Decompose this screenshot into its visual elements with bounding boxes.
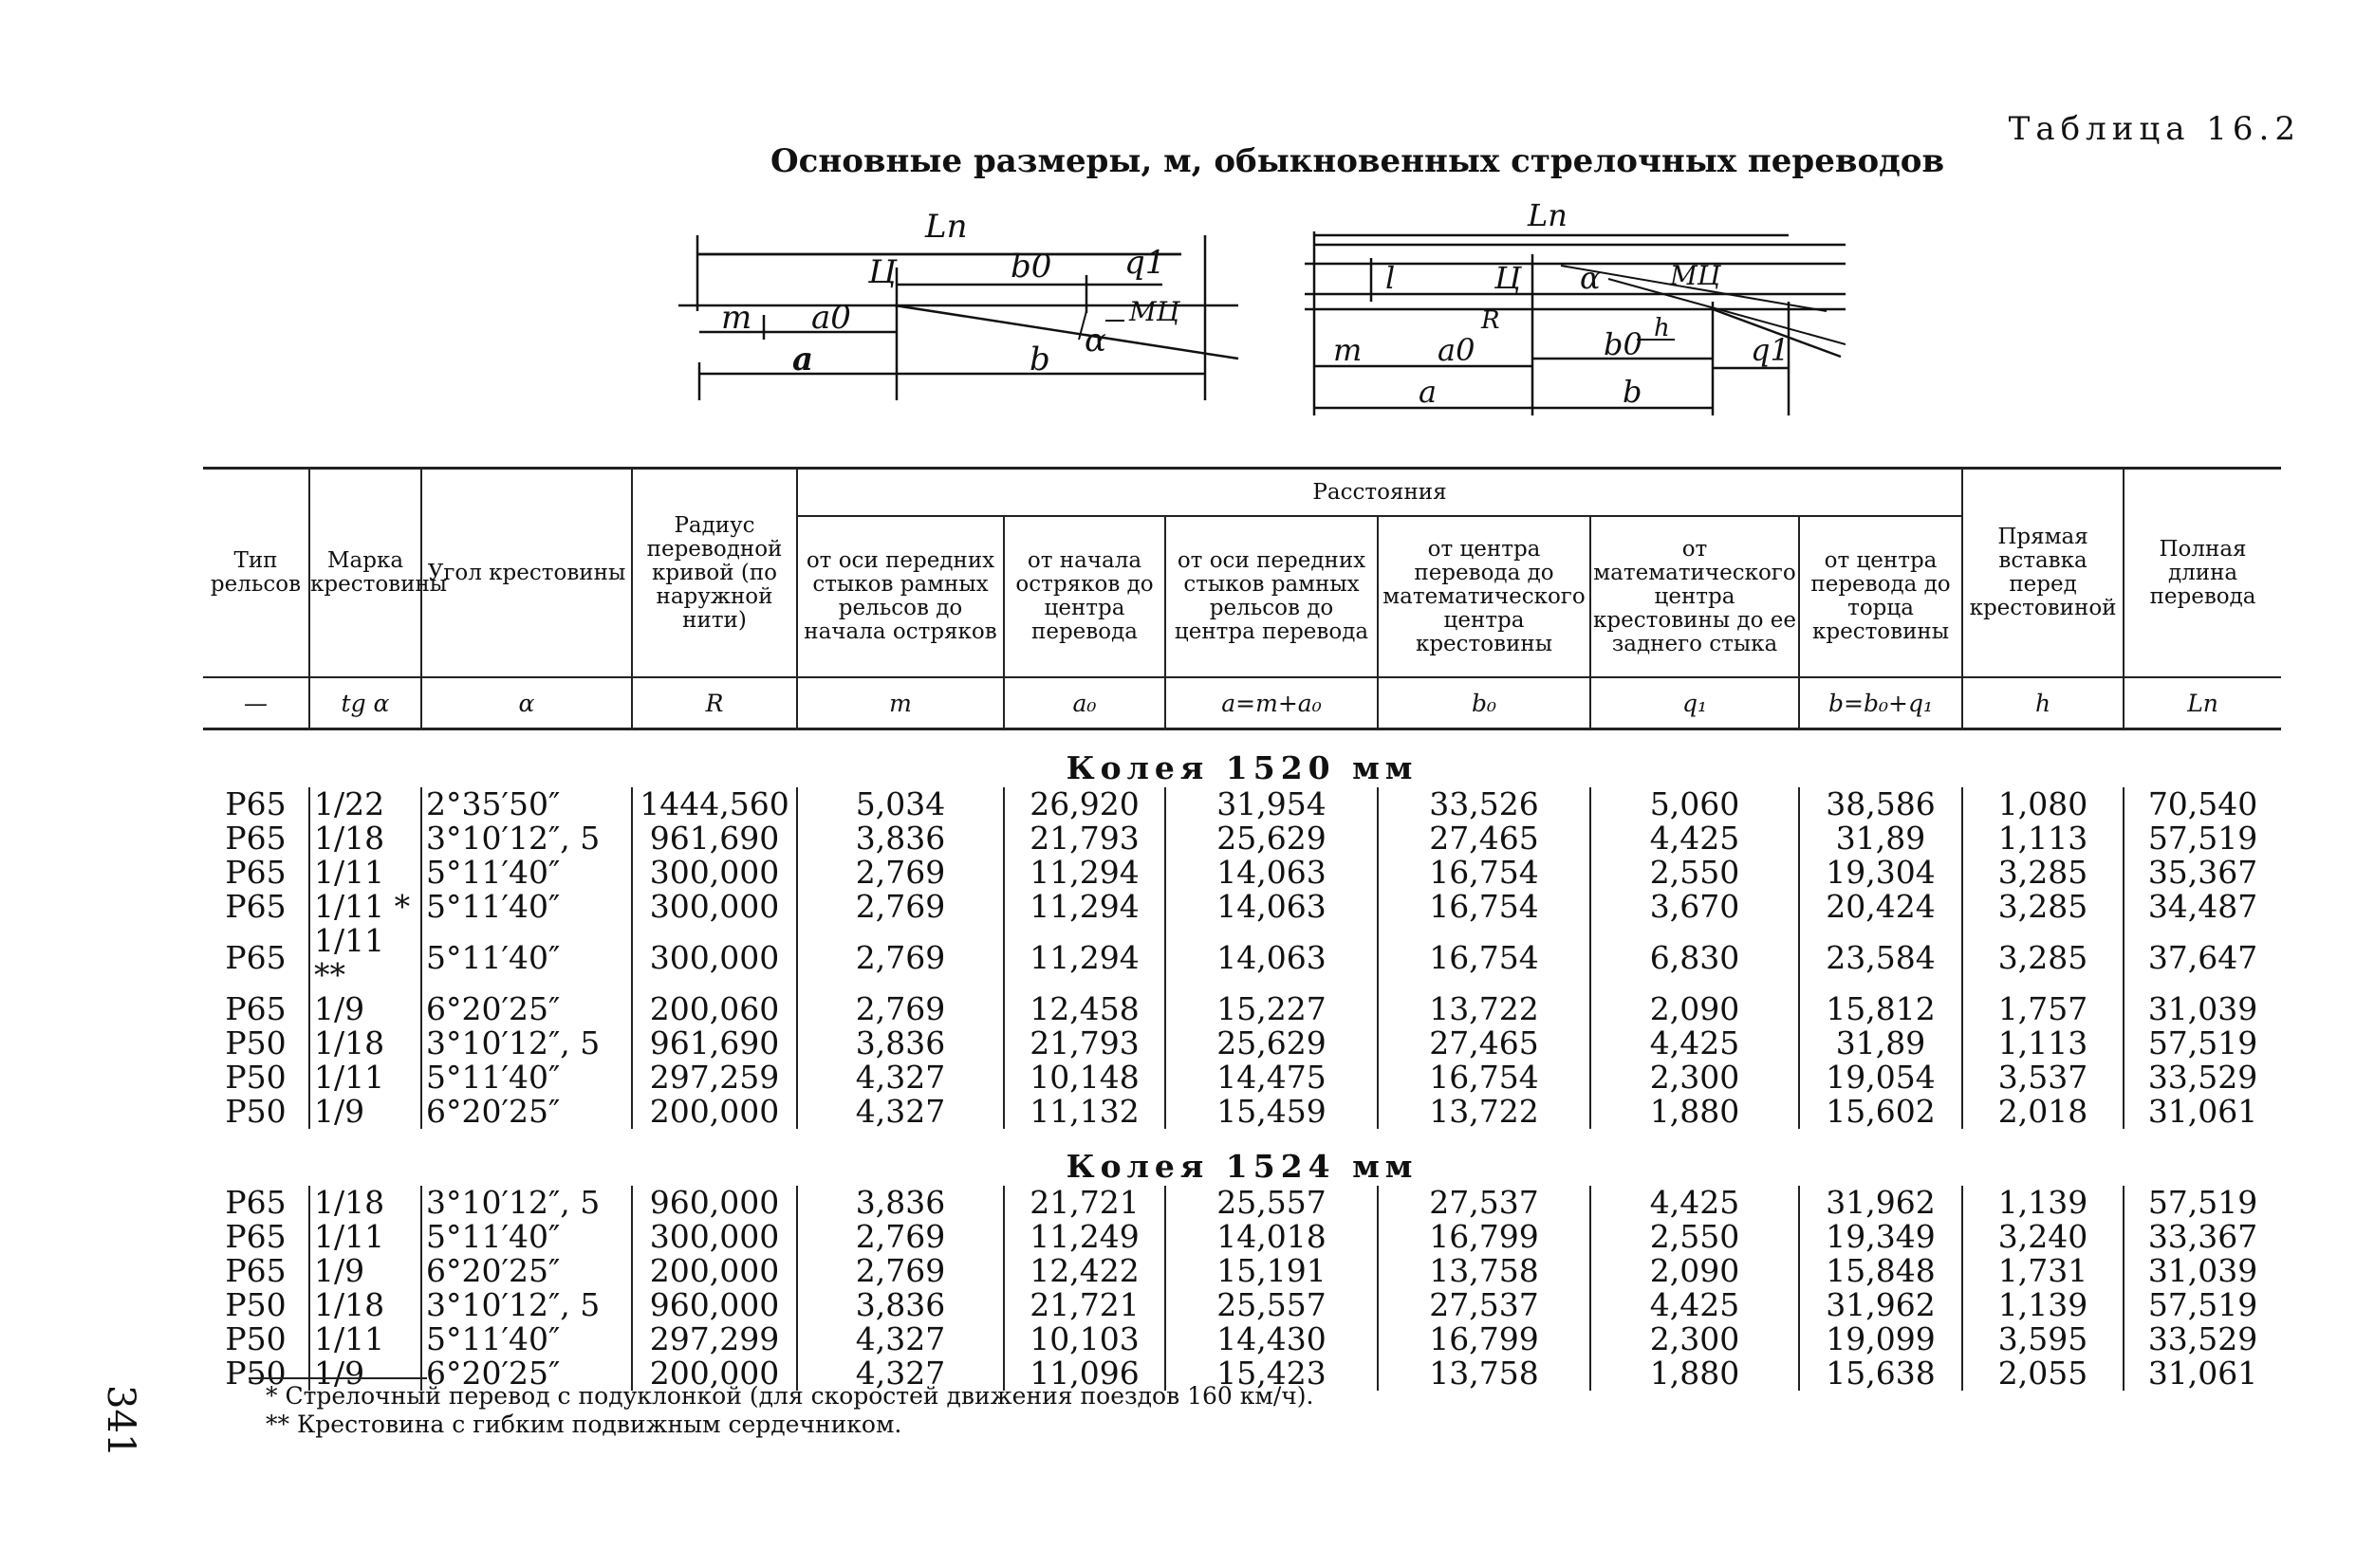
table-row	[203, 1061, 2281, 1095]
diagram-right-b0: b0	[1604, 326, 1642, 362]
table-cell: 25,629	[1165, 1026, 1378, 1061]
table-cell: 1/11	[309, 1220, 421, 1254]
symbol-cell: b₀	[1378, 677, 1590, 729]
diagram-right-a: a	[1419, 374, 1438, 410]
table-cell: 57,519	[2124, 1288, 2281, 1322]
table-cell: 14,018	[1165, 1220, 1378, 1254]
section-title: Колея 1520 мм	[1066, 749, 1419, 786]
diagram-right-R: R	[1481, 306, 1500, 335]
table-cell: 6°20′25″	[421, 1095, 632, 1129]
table-cell: 2,769	[797, 1254, 1004, 1288]
table-cell: 33,529	[2124, 1061, 2281, 1095]
table-cell: 15,227	[1165, 992, 1378, 1026]
table-cell: 19,054	[1799, 1061, 1962, 1095]
diagram-right-h: h	[1654, 314, 1670, 342]
table-row	[203, 992, 2281, 1026]
table-cell: 3,240	[1962, 1220, 2124, 1254]
table-cell: 3°10′12″, 5	[421, 1186, 632, 1220]
table-cell: 297,299	[632, 1322, 797, 1356]
table-cell: 6°20′25″	[421, 1254, 632, 1288]
table-cell: 12,422	[1004, 1254, 1165, 1288]
header-rail-type: Тип рельсов	[203, 469, 309, 678]
table-cell: Р65	[225, 785, 287, 822]
table-cell: 16,799	[1378, 1322, 1590, 1356]
symbol-cell: b=b₀+q₁	[1799, 677, 1962, 729]
diagram-right-q1: q1	[1751, 332, 1790, 368]
table-cell: 3,537	[1962, 1061, 2124, 1095]
table-cell: 15,812	[1799, 992, 1962, 1026]
table-cell: Р50	[225, 1024, 287, 1061]
symbol-cell: α	[421, 677, 632, 729]
section-header	[203, 1129, 2281, 1186]
switch-diagram-flexible	[1295, 197, 1846, 425]
table-cell: 6°20′25″	[421, 1356, 632, 1391]
table-cell: 1,731	[1962, 1254, 2124, 1288]
table-cell: 2,300	[1590, 1061, 1799, 1095]
table-cell: 11,294	[1004, 890, 1165, 924]
table-cell: 11,294	[1004, 856, 1165, 890]
diagram-right-Ln: Lп	[1528, 197, 1568, 233]
table-cell: 10,148	[1004, 1061, 1165, 1095]
table-cell: 1,113	[1962, 1026, 2124, 1061]
table-cell: 3,836	[797, 1288, 1004, 1322]
header-q1: от математического центра крестовины до ее заднего стыка	[1590, 516, 1799, 677]
table-cell: 1/9	[309, 1356, 421, 1391]
table-cell: 2,090	[1590, 992, 1799, 1026]
table-cell: 33,526	[1378, 787, 1590, 821]
table-cell: 1,757	[1962, 992, 2124, 1026]
table-cell: 21,721	[1004, 1186, 1165, 1220]
table-cell: 5°11′40″	[421, 856, 632, 890]
table-cell: 27,537	[1378, 1186, 1590, 1220]
table-cell: 300,000	[632, 890, 797, 924]
table-cell: 31,962	[1799, 1288, 1962, 1322]
header-straight-insert: Прямая вставка перед крестовиной	[1962, 469, 2124, 678]
table-cell: 300,000	[632, 856, 797, 890]
table-cell: 20,424	[1799, 890, 1962, 924]
table-row	[203, 1322, 2281, 1356]
table-cell: 15,848	[1799, 1254, 1962, 1288]
table-cell: 26,920	[1004, 787, 1165, 821]
table-cell: 33,367	[2124, 1220, 2281, 1254]
table-cell: 57,519	[2124, 1186, 2281, 1220]
table-cell: 4,327	[797, 1356, 1004, 1391]
header-b: от центра перевода до торца крестовины	[1799, 516, 1962, 677]
page-number: 341	[99, 1385, 142, 1458]
table-cell: 1/9	[309, 992, 421, 1026]
table-cell: 14,430	[1165, 1322, 1378, 1356]
table-row	[203, 1186, 2281, 1220]
diagram-left-MC: МЦ	[1129, 296, 1180, 327]
diagram-left-b0: b0	[1011, 248, 1052, 286]
table-cell: 1,880	[1590, 1095, 1799, 1129]
table-cell: 1/22	[309, 787, 421, 821]
table-cell: 2,769	[797, 924, 1004, 992]
table-cell: 300,000	[632, 924, 797, 992]
table-cell: 5°11′40″	[421, 1322, 632, 1356]
table-cell: 5°11′40″	[421, 890, 632, 924]
table-cell: 4,327	[797, 1061, 1004, 1095]
table-cell: 5°11′40″	[421, 924, 632, 992]
table-cell: Р50	[225, 1320, 287, 1357]
table-row	[203, 1026, 2281, 1061]
table-cell: 19,099	[1799, 1322, 1962, 1356]
table-cell: 11,096	[1004, 1356, 1165, 1391]
table-cell: 27,465	[1378, 821, 1590, 856]
table-cell: Р50	[225, 1059, 287, 1096]
table-cell: 11,249	[1004, 1220, 1165, 1254]
table-cell: 3,285	[1962, 924, 2124, 992]
table-cell: Р50	[225, 1093, 287, 1130]
table-cell: 1/18	[309, 1186, 421, 1220]
table-row	[203, 787, 2281, 821]
table-cell: 1/18	[309, 821, 421, 856]
table-cell: 4,425	[1590, 1288, 1799, 1322]
table-cell: 3°10′12″, 5	[421, 1026, 632, 1061]
table-cell: 16,754	[1378, 890, 1590, 924]
table-row	[203, 1095, 2281, 1129]
symbol-cell: Lп	[2124, 677, 2281, 729]
table-cell: 1,139	[1962, 1186, 2124, 1220]
table-cell: 13,722	[1378, 992, 1590, 1026]
table-cell: 1,880	[1590, 1356, 1799, 1391]
table-cell: 57,519	[2124, 1026, 2281, 1061]
switch-dimensions-table	[203, 467, 2281, 1391]
table-cell: 2,769	[797, 992, 1004, 1026]
table-row	[203, 1220, 2281, 1254]
table-cell: 21,721	[1004, 1288, 1165, 1322]
table-cell: Р65	[225, 939, 287, 976]
table-cell: 6,830	[1590, 924, 1799, 992]
table-row	[203, 856, 2281, 890]
diagram-right-b: b	[1623, 374, 1642, 410]
table-cell: 27,465	[1378, 1026, 1590, 1061]
table-cell: 1/11	[309, 856, 421, 890]
table-cell: 11,294	[1004, 924, 1165, 992]
table-cell: 70,540	[2124, 787, 2281, 821]
header-full-length: Полная длина перевода	[2124, 469, 2281, 678]
diagram-right-l: l	[1385, 260, 1396, 296]
table-cell: 200,000	[632, 1356, 797, 1391]
table-cell: 15,423	[1165, 1356, 1378, 1391]
table-row	[203, 890, 2281, 924]
table-cell: Р65	[225, 1252, 287, 1289]
table-cell: 13,758	[1378, 1254, 1590, 1288]
table-cell: 1,113	[1962, 821, 2124, 856]
table-cell: 15,459	[1165, 1095, 1378, 1129]
table-cell: 13,722	[1378, 1095, 1590, 1129]
table-cell: 1/18	[309, 1026, 421, 1061]
footnote-2: ** Крестовина с гибким подвижным сердечником.	[266, 1411, 902, 1438]
table-cell: 25,557	[1165, 1288, 1378, 1322]
table-cell: 297,259	[632, 1061, 797, 1095]
table-cell: Р65	[225, 820, 287, 857]
table-cell: 12,458	[1004, 992, 1165, 1026]
table-cell: 16,799	[1378, 1220, 1590, 1254]
table-cell: Р50	[225, 1286, 287, 1323]
diagram-left-b: b	[1030, 341, 1050, 378]
table-row	[203, 924, 2281, 992]
diagram-right-alpha: α	[1580, 260, 1601, 296]
table-cell: 57,519	[2124, 821, 2281, 856]
table-cell: 4,425	[1590, 821, 1799, 856]
table-cell: 2,550	[1590, 1220, 1799, 1254]
header-distances: Расстояния	[797, 469, 1962, 517]
symbol-cell: a=m+a₀	[1165, 677, 1378, 729]
table-cell: 15,602	[1799, 1095, 1962, 1129]
table-cell: 2,550	[1590, 856, 1799, 890]
table-cell: 5°11′40″	[421, 1220, 632, 1254]
table-cell: 33,529	[2124, 1322, 2281, 1356]
symbol-cell: R	[632, 677, 797, 729]
table-cell: 19,349	[1799, 1220, 1962, 1254]
table-title: Основные размеры, м, обыкновенных стрелочных переводов	[770, 142, 1945, 180]
table-cell: 35,367	[2124, 856, 2281, 890]
table-row	[203, 821, 2281, 856]
table-cell: 31,954	[1165, 787, 1378, 821]
table-cell: 961,690	[632, 821, 797, 856]
table-cell: 3,670	[1590, 890, 1799, 924]
table-cell: 4,327	[797, 1322, 1004, 1356]
table-cell: 5,034	[797, 787, 1004, 821]
table-cell: 15,191	[1165, 1254, 1378, 1288]
table-cell: 27,537	[1378, 1288, 1590, 1322]
table-cell: 2,769	[797, 1220, 1004, 1254]
table-cell: 14,063	[1165, 890, 1378, 924]
table-cell: 200,000	[632, 1254, 797, 1288]
table-cell: 3,285	[1962, 856, 2124, 890]
table-cell: 2,300	[1590, 1322, 1799, 1356]
table-cell: 4,327	[797, 1095, 1004, 1129]
diagram-left-C: Ц	[868, 253, 897, 291]
table-cell: 300,000	[632, 1220, 797, 1254]
table-cell: 31,039	[2124, 992, 2281, 1026]
header-m: от оси передних стыков рамных рельсов до начала остряков	[797, 516, 1004, 677]
table-cell: 2,769	[797, 856, 1004, 890]
table-cell: 1/9	[309, 1254, 421, 1288]
table-cell: 3,836	[797, 821, 1004, 856]
table-cell: 16,754	[1378, 924, 1590, 992]
table-cell: 31,89	[1799, 821, 1962, 856]
table-cell: 2,055	[1962, 1356, 2124, 1391]
table-label: Таблица 16.2	[2008, 110, 2301, 148]
diagram-left-a: a	[792, 341, 814, 378]
table-cell: 1/11 *	[309, 890, 421, 924]
table-cell: 13,758	[1378, 1356, 1590, 1391]
table-cell: 1,139	[1962, 1288, 2124, 1322]
table-cell: 1/11	[309, 1061, 421, 1095]
table-cell: 11,132	[1004, 1095, 1165, 1129]
table-cell: 21,793	[1004, 821, 1165, 856]
diagram-left-a0: a0	[811, 299, 851, 337]
table-cell: 16,754	[1378, 1061, 1590, 1095]
symbol-cell: a₀	[1004, 677, 1165, 729]
symbol-cell: h	[1962, 677, 2124, 729]
table-cell: Р65	[225, 1184, 287, 1221]
section-header	[203, 729, 2281, 788]
table-cell: 3°10′12″, 5	[421, 1288, 632, 1322]
table-cell: 5°11′40″	[421, 1061, 632, 1095]
table-cell: 31,061	[2124, 1095, 2281, 1129]
table-cell: 25,557	[1165, 1186, 1378, 1220]
diagram-right-a0: a0	[1438, 332, 1475, 368]
table-cell: 3,285	[1962, 890, 2124, 924]
table-cell: 25,629	[1165, 821, 1378, 856]
table-cell: 961,690	[632, 1026, 797, 1061]
table-cell: 37,647	[2124, 924, 2281, 992]
table-cell: 1/9	[309, 1095, 421, 1129]
table-cell: 3,836	[797, 1026, 1004, 1061]
table-cell: 38,586	[1799, 787, 1962, 821]
table-cell: 960,000	[632, 1186, 797, 1220]
table-cell: 4,425	[1590, 1186, 1799, 1220]
diagram-left-m: m	[721, 299, 752, 337]
table-cell: 960,000	[632, 1288, 797, 1322]
section-title: Колея 1524 мм	[1066, 1148, 1419, 1185]
table-cell: Р50	[225, 1355, 287, 1392]
table-row	[203, 1254, 2281, 1288]
table-cell: 6°20′25″	[421, 992, 632, 1026]
table-cell: 14,475	[1165, 1061, 1378, 1095]
table-cell: 21,793	[1004, 1026, 1165, 1061]
header-frog-angle: Угол крестовины	[421, 469, 632, 678]
header-frog-mark: Марка крестовины	[309, 469, 421, 678]
table-cell: 2,090	[1590, 1254, 1799, 1288]
symbol-cell: m	[797, 677, 1004, 729]
table-cell: 2,018	[1962, 1095, 2124, 1129]
table-cell: 16,754	[1378, 856, 1590, 890]
table-cell: 3,595	[1962, 1322, 2124, 1356]
table-cell: 1/18	[309, 1288, 421, 1322]
table-cell: 14,063	[1165, 924, 1378, 992]
table-cell: 19,304	[1799, 856, 1962, 890]
header-radius: Радиус переводной кривой (по наружной нити)	[632, 469, 797, 678]
diagram-left-alpha: α	[1085, 322, 1106, 360]
table-cell: 5,060	[1590, 787, 1799, 821]
table-cell: 2°35′50″	[421, 787, 632, 821]
diagram-left-q1: q1	[1124, 244, 1166, 282]
diagram-right-C: Ц	[1494, 260, 1521, 296]
table-cell: Р65	[225, 854, 287, 891]
diagram-right-MC: МЦ	[1670, 260, 1721, 291]
table-cell: 10,103	[1004, 1322, 1165, 1356]
footnote-rule	[249, 1377, 427, 1379]
footnotes	[266, 1382, 1314, 1439]
diagram-right-m: m	[1333, 332, 1363, 368]
table-cell: 1/11	[309, 1322, 421, 1356]
table-cell: 2,769	[797, 890, 1004, 924]
table-cell: 14,063	[1165, 856, 1378, 890]
footnote-1: * Стрелочный перевод с подуклонкой (для скоростей движения поездов 160 км/ч).	[266, 1382, 1314, 1410]
diagram-left-Ln: Lп	[925, 208, 968, 246]
header-a: от оси передних стыков рамных рельсов до центра перевода	[1165, 516, 1378, 677]
header-b0: от центра перевода до математического центра крестовины	[1378, 516, 1590, 677]
table-cell: 31,89	[1799, 1026, 1962, 1061]
table-cell: 31,962	[1799, 1186, 1962, 1220]
header-a0: от начала остряков до центра перевода	[1004, 516, 1165, 677]
symbol-cell: —	[203, 677, 309, 729]
table-cell: 1/11 **	[309, 924, 421, 992]
table-cell: 3°10′12″, 5	[421, 821, 632, 856]
table-cell: 3,836	[797, 1186, 1004, 1220]
symbol-cell: tg α	[309, 677, 421, 729]
switch-diagram-simple	[669, 197, 1257, 415]
table-cell: 23,584	[1799, 924, 1962, 992]
table-cell: Р65	[225, 1218, 287, 1255]
table-cell: 200,000	[632, 1095, 797, 1129]
symbol-cell: q₁	[1590, 677, 1799, 729]
table-cell: 31,061	[2124, 1356, 2281, 1391]
table-cell: 15,638	[1799, 1356, 1962, 1391]
table-cell: Р65	[225, 990, 287, 1027]
table-cell: 31,039	[2124, 1254, 2281, 1288]
table-cell: Р65	[225, 888, 287, 925]
table-cell: 200,060	[632, 992, 797, 1026]
table-cell: 1,080	[1962, 787, 2124, 821]
table-row	[203, 1288, 2281, 1322]
table-cell: 1444,560	[632, 787, 797, 821]
table-cell: 4,425	[1590, 1026, 1799, 1061]
table-cell: 34,487	[2124, 890, 2281, 924]
